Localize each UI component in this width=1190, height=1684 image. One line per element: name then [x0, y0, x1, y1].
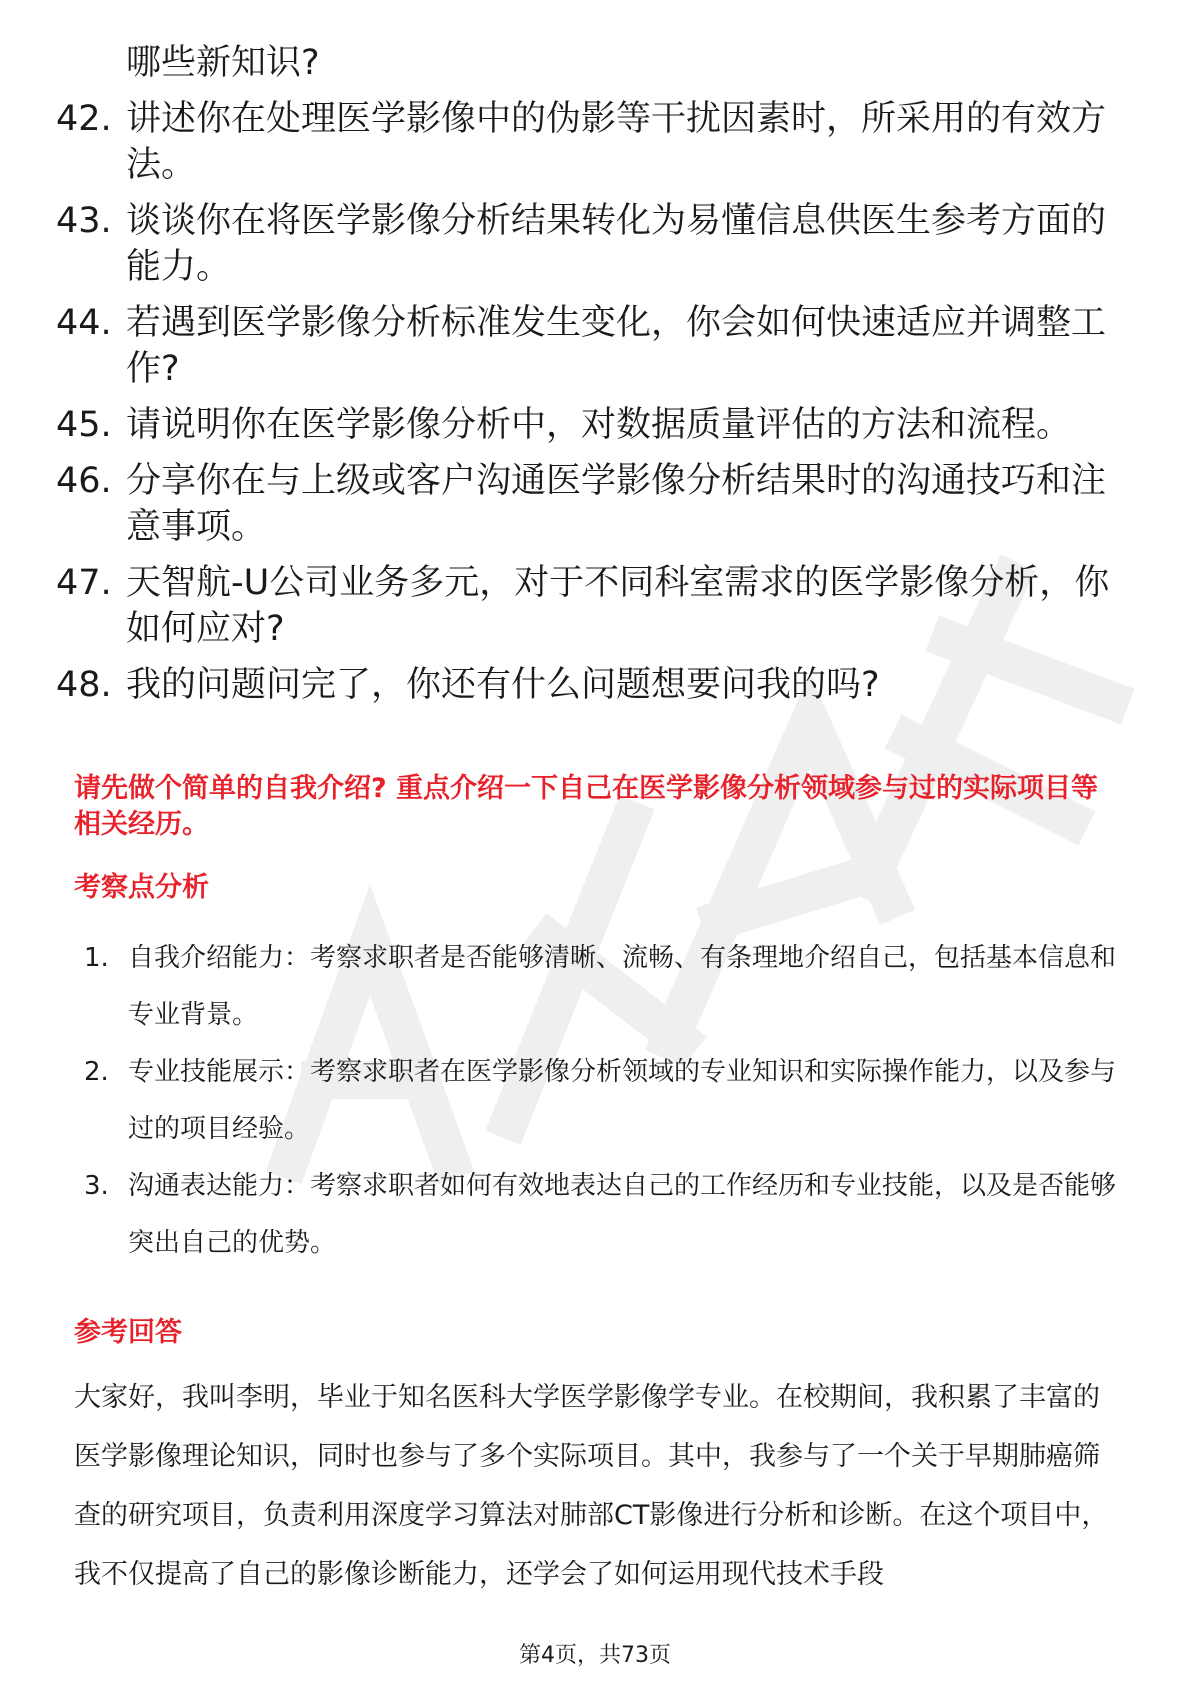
question-text: 若遇到医学影像分析标准发生变化，你会如何快速适应并调整工作? [126, 303, 1107, 389]
answer-paragraph: 大家好，我叫李明，毕业于知名医科大学医学影像学专业。在校期间，我积累了丰富的医学影像理论知识，同时也参与了多个实际项目。其中，我参与了一个关于早期肺癌筛查的研究项目，负责利用深度学习算法对肺部CT影像进行分析和诊断。在这个项目中，我不仅提高了自己的影像诊断能力，还学会了如何运用现代技术手段 [74, 1382, 1109, 1590]
question-text: 我的问题问完了，你还有什么问题想要问我的吗? [126, 665, 880, 705]
question-number: 43. [56, 201, 112, 241]
question-item [56, 560, 1116, 652]
question-item [56, 402, 1116, 448]
analysis-number: 1. [84, 943, 109, 973]
question-number: 47. [56, 563, 112, 603]
interview-question-heading: 请先做个简单的自我介绍? 重点介绍一下自己在医学影像分析领域参与过的实际项目等相关经历。 [74, 773, 1099, 840]
analysis-text: 沟通表达能力：考察求职者如何有效地表达自己的工作经历和专业技能，以及是否能够突出自己的优势。 [128, 1171, 1117, 1258]
analysis-heading: 考察点分析 [74, 872, 209, 903]
analysis-list [84, 930, 1134, 1272]
question-number: 45. [56, 405, 112, 445]
question-number: 46. [56, 461, 112, 501]
question-item [56, 198, 1116, 290]
question-item [56, 300, 1116, 392]
analysis-text: 专业技能展示：考察求职者在医学影像分析领域的专业知识和实际操作能力，以及参与过的项目经验。 [128, 1057, 1117, 1144]
analysis-number: 3. [84, 1171, 109, 1201]
analysis-text: 自我介绍能力：考察求职者是否能够清晰、流畅、有条理地介绍自己，包括基本信息和专业背景。 [128, 943, 1117, 1030]
analysis-number: 2. [84, 1057, 109, 1087]
analysis-item [84, 1044, 1134, 1158]
question-number: 44. [56, 303, 112, 343]
question-number: 48. [56, 665, 112, 705]
question-text: 请说明你在医学影像分析中，对数据质量评估的方法和流程。 [126, 405, 1072, 445]
question-item [56, 40, 1116, 86]
question-number [56, 40, 126, 86]
question-list [56, 40, 1116, 718]
answer-heading: 参考回答 [74, 1317, 182, 1348]
question-item [56, 458, 1116, 550]
question-text: 哪些新知识? [126, 43, 320, 83]
question-text: 讲述你在处理医学影像中的伪影等干扰因素时，所采用的有效方法。 [126, 99, 1107, 185]
question-item [56, 662, 1116, 708]
question-text: 分享你在与上级或客户沟通医学影像分析结果时的沟通技巧和注意事项。 [126, 461, 1107, 547]
question-number: 42. [56, 99, 112, 139]
question-item [56, 96, 1116, 188]
analysis-item [84, 1158, 1134, 1272]
page-number: 第4页，共73页 [519, 1643, 671, 1668]
question-text: 天智航-U公司业务多元，对于不同科室需求的医学影像分析，你如何应对? [126, 563, 1110, 649]
question-text: 谈谈你在将医学影像分析结果转化为易懂信息供医生参考方面的能力。 [126, 201, 1107, 287]
analysis-item [84, 930, 1134, 1044]
